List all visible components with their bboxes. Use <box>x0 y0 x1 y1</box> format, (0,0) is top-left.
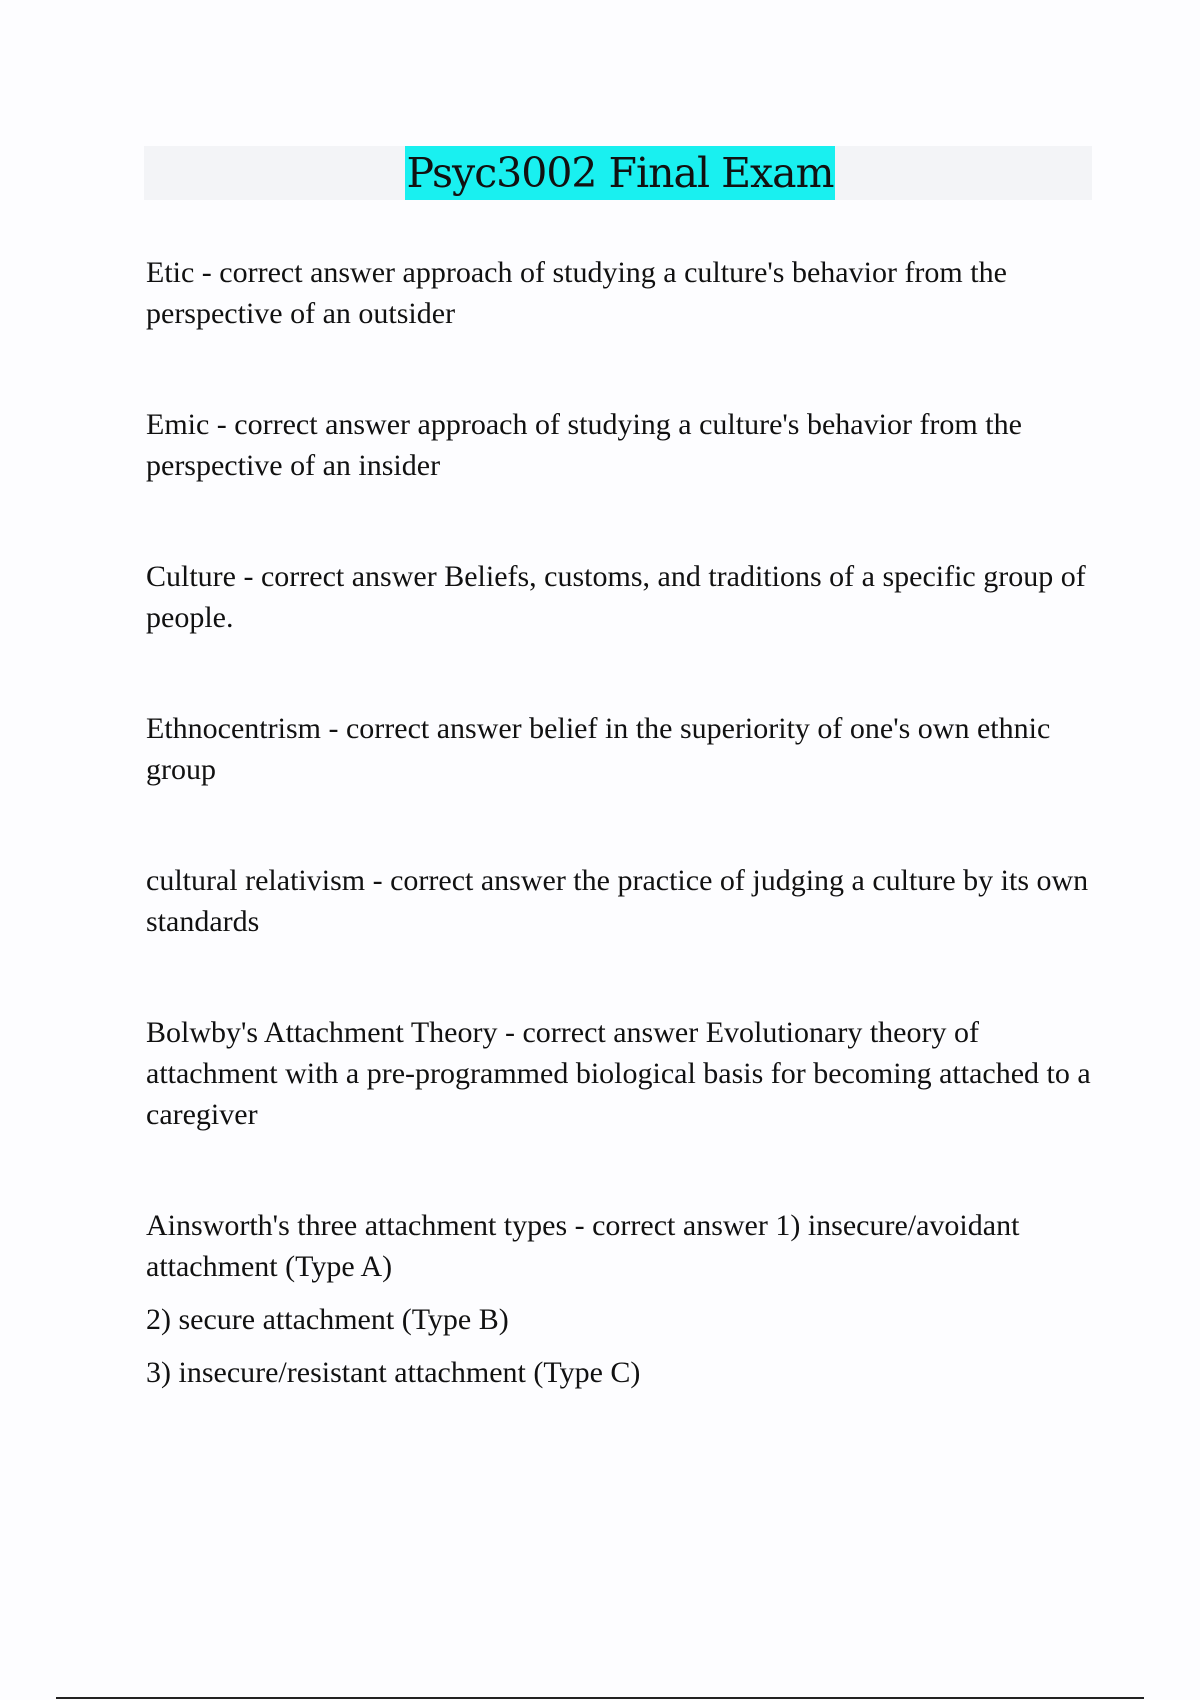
entry-text: Etic - correct answer approach of studying a culture's behavior from the perspective of an outsider <box>146 256 1007 330</box>
entry-text: Culture - correct answer Beliefs, customs, and traditions of a specific group of people. <box>146 560 1086 634</box>
entry-text: Ethnocentrism - correct answer belief in the superiority of one's own ethnic group <box>146 712 1051 786</box>
qa-entry-cultural-relativism <box>146 860 1092 942</box>
entry-extra-line: 3) insecure/resistant attachment (Type C) <box>146 1356 641 1389</box>
footer-rule <box>56 1697 1144 1699</box>
entry-extra-line: 2) secure attachment (Type B) <box>146 1303 509 1336</box>
qa-entry-attachment-types <box>146 1205 1092 1393</box>
qa-list <box>146 252 1092 1463</box>
entry-text: Ainsworth's three attachment types - correct answer 1) insecure/avoidant attachment (Type A) <box>146 1209 1020 1283</box>
entry-text: Emic - correct answer approach of studying a culture's behavior from the perspective of an insider <box>146 408 1022 482</box>
qa-entry-attachment-theory <box>146 1012 1092 1135</box>
qa-entry-culture <box>146 556 1092 638</box>
entry-text: Bolwby's Attachment Theory - correct answer Evolutionary theory of attachment with a pre-programmed biological basis for becoming attached to a caregiver <box>146 1016 1091 1131</box>
qa-entry-ethnocentrism <box>146 708 1092 790</box>
entry-text: cultural relativism - correct answer the practice of judging a culture by its own standards <box>146 864 1089 938</box>
qa-entry-etic <box>146 252 1092 334</box>
document-title: Psyc3002 Final Exam <box>405 146 836 200</box>
qa-entry-emic <box>146 404 1092 486</box>
title-band <box>144 146 1092 200</box>
